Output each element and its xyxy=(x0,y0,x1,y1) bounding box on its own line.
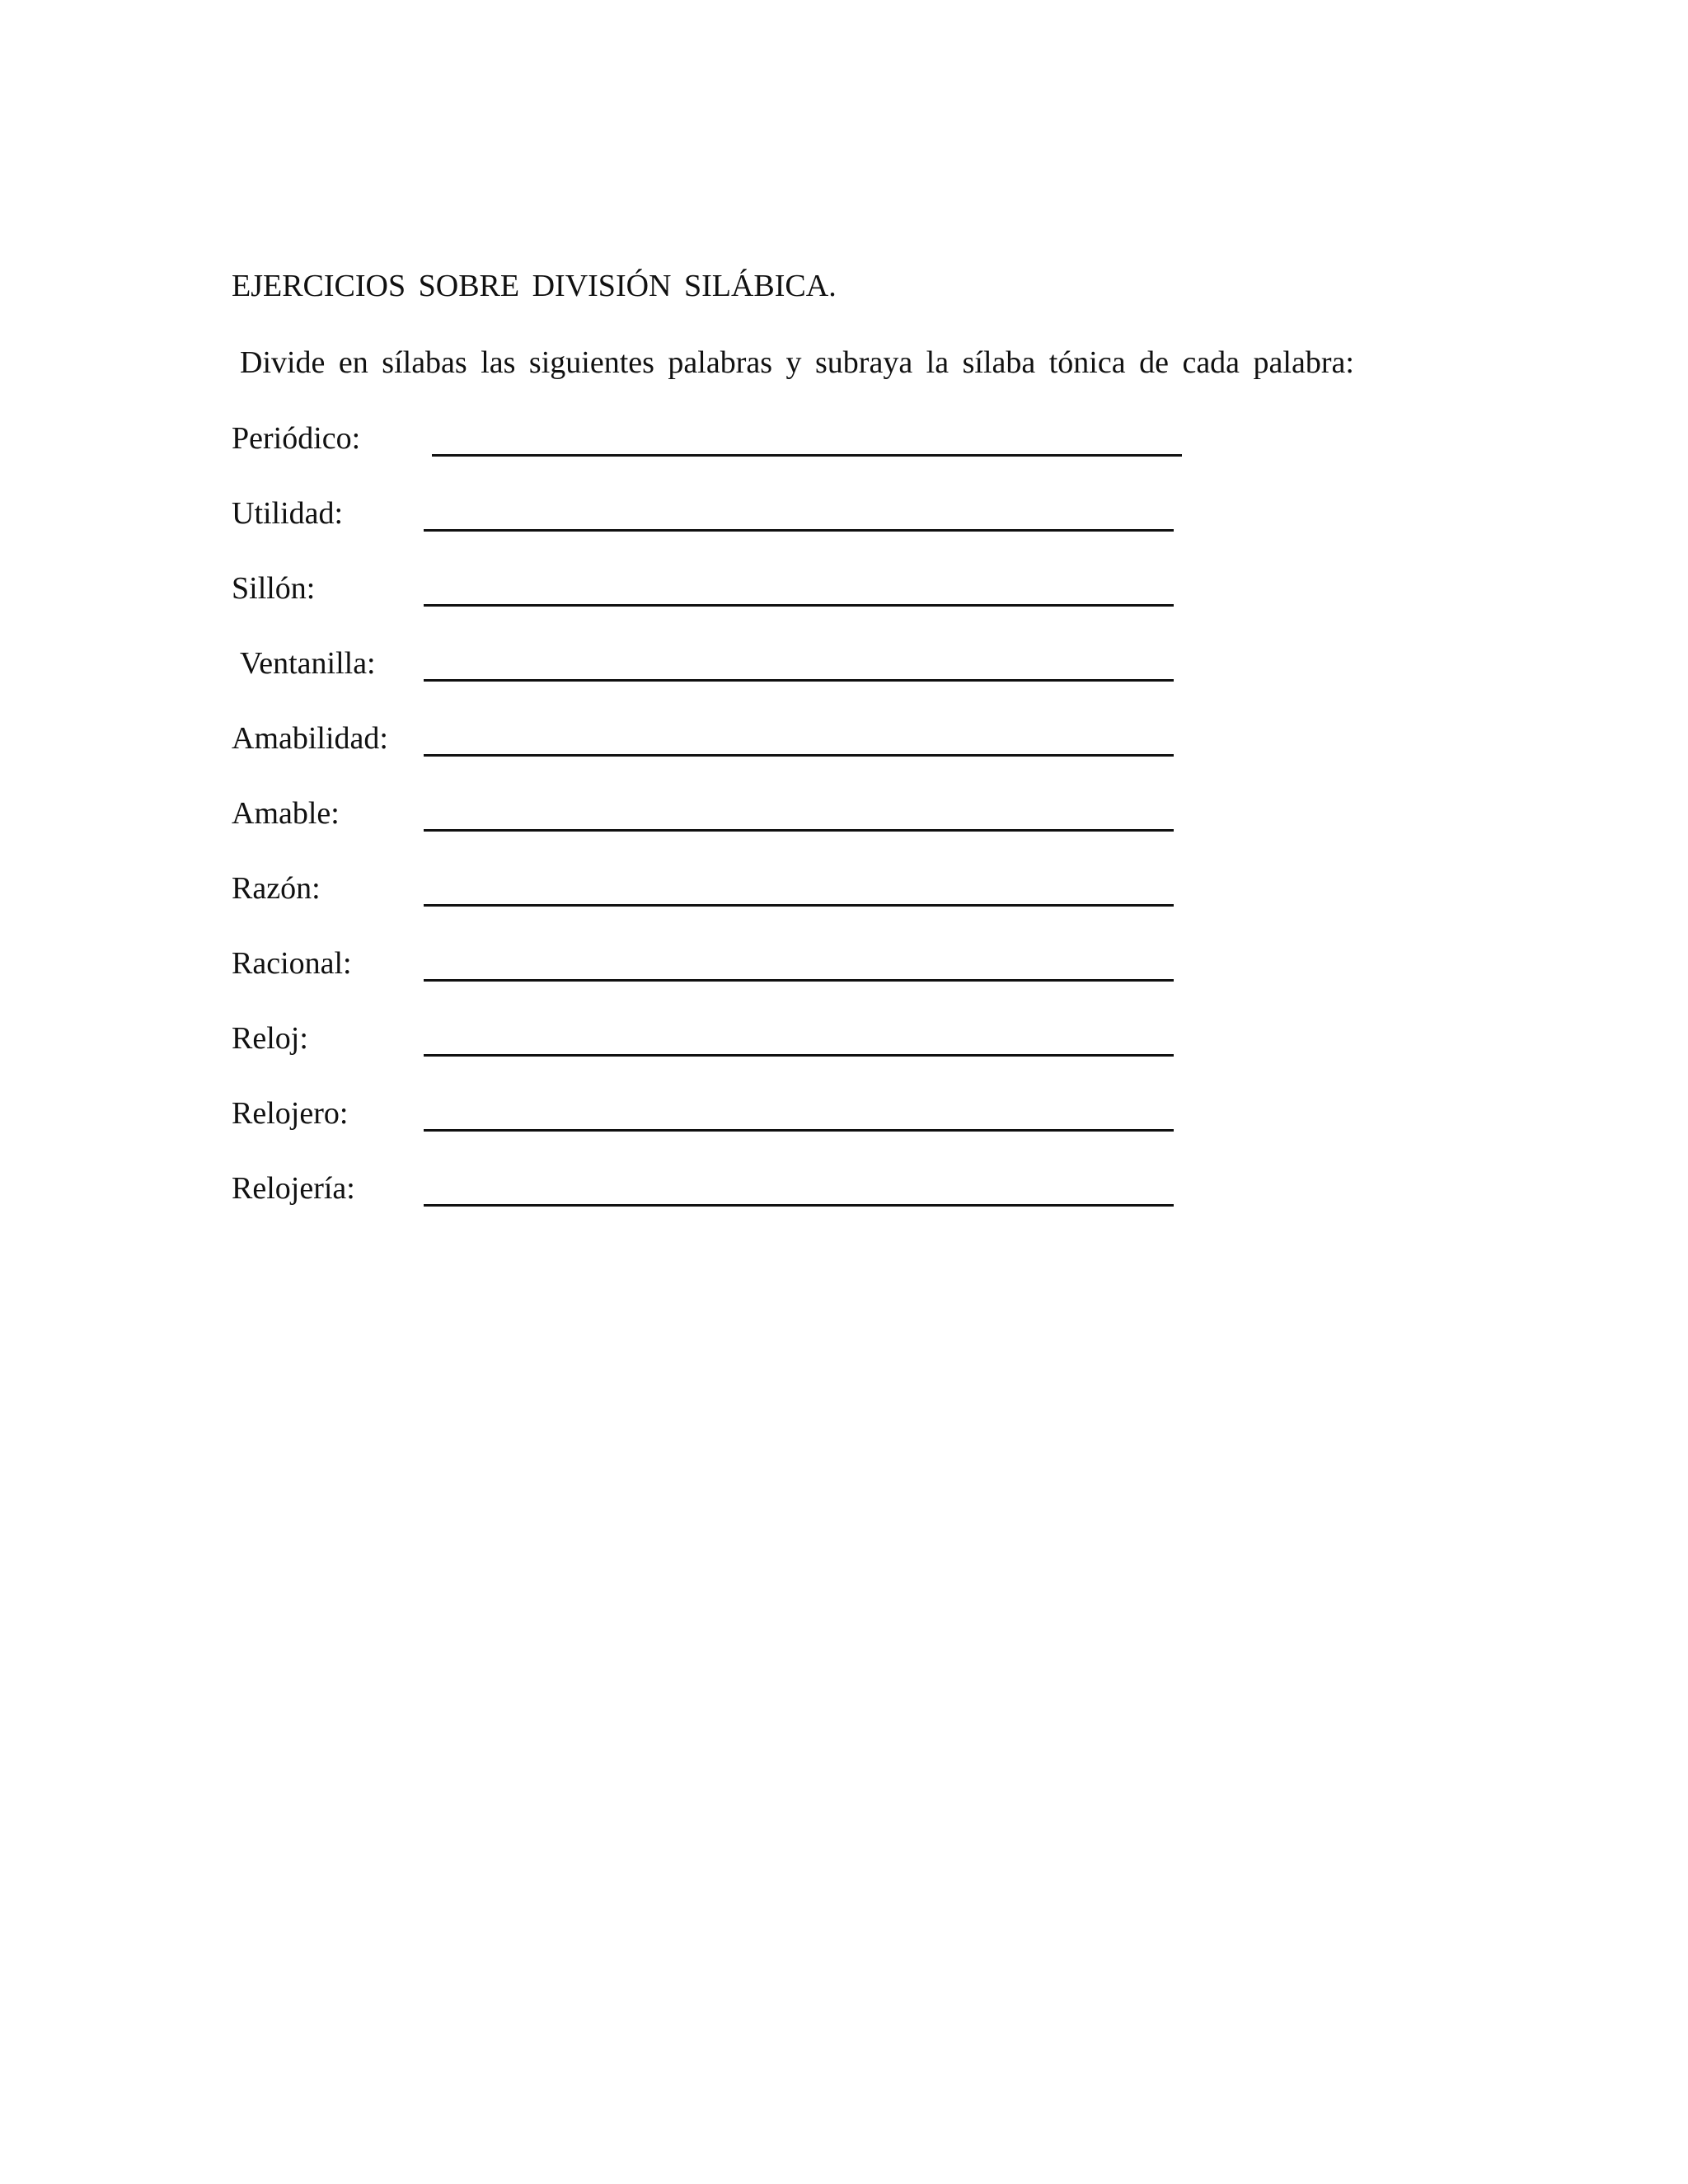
exercise-row xyxy=(0,868,1688,917)
page-title: EJERCICIOS SOBRE DIVISIÓN SILÁBICA. xyxy=(232,269,837,303)
word-label: Relojero: xyxy=(232,1096,349,1131)
answer-line[interactable] xyxy=(424,1054,1174,1057)
answer-line[interactable] xyxy=(424,604,1174,607)
answer-line[interactable] xyxy=(424,754,1174,757)
exercise-row xyxy=(0,568,1688,617)
word-label: Reloj: xyxy=(232,1021,308,1056)
word-label: Relojería: xyxy=(232,1171,355,1206)
answer-line[interactable] xyxy=(424,679,1174,682)
exercise-row xyxy=(0,718,1688,767)
instructions-text: Divide en sílabas las siguientes palabras y subraya la sílaba tónica de cada palabra: xyxy=(240,345,1354,380)
word-label: Amable: xyxy=(232,796,340,831)
word-label: Utilidad: xyxy=(232,496,344,531)
exercise-row xyxy=(0,1093,1688,1142)
word-label: Razón: xyxy=(232,871,321,906)
exercise-row xyxy=(0,793,1688,842)
exercise-row xyxy=(0,943,1688,992)
exercise-row xyxy=(0,493,1688,542)
answer-line[interactable] xyxy=(424,529,1174,532)
word-label: Amabilidad: xyxy=(232,721,388,756)
answer-line[interactable] xyxy=(432,454,1182,457)
exercise-row xyxy=(0,418,1688,467)
exercise-row xyxy=(0,643,1688,692)
exercise-row xyxy=(0,1018,1688,1067)
answer-line[interactable] xyxy=(424,979,1174,982)
word-label: Periódico: xyxy=(232,421,361,456)
exercise-row xyxy=(0,1168,1688,1217)
answer-line[interactable] xyxy=(424,904,1174,907)
word-label: Sillón: xyxy=(232,571,316,606)
word-label: Racional: xyxy=(232,946,352,981)
word-label: Ventanilla: xyxy=(240,646,376,681)
answer-line[interactable] xyxy=(424,1204,1174,1207)
answer-line[interactable] xyxy=(424,1129,1174,1132)
answer-line[interactable] xyxy=(424,829,1174,832)
